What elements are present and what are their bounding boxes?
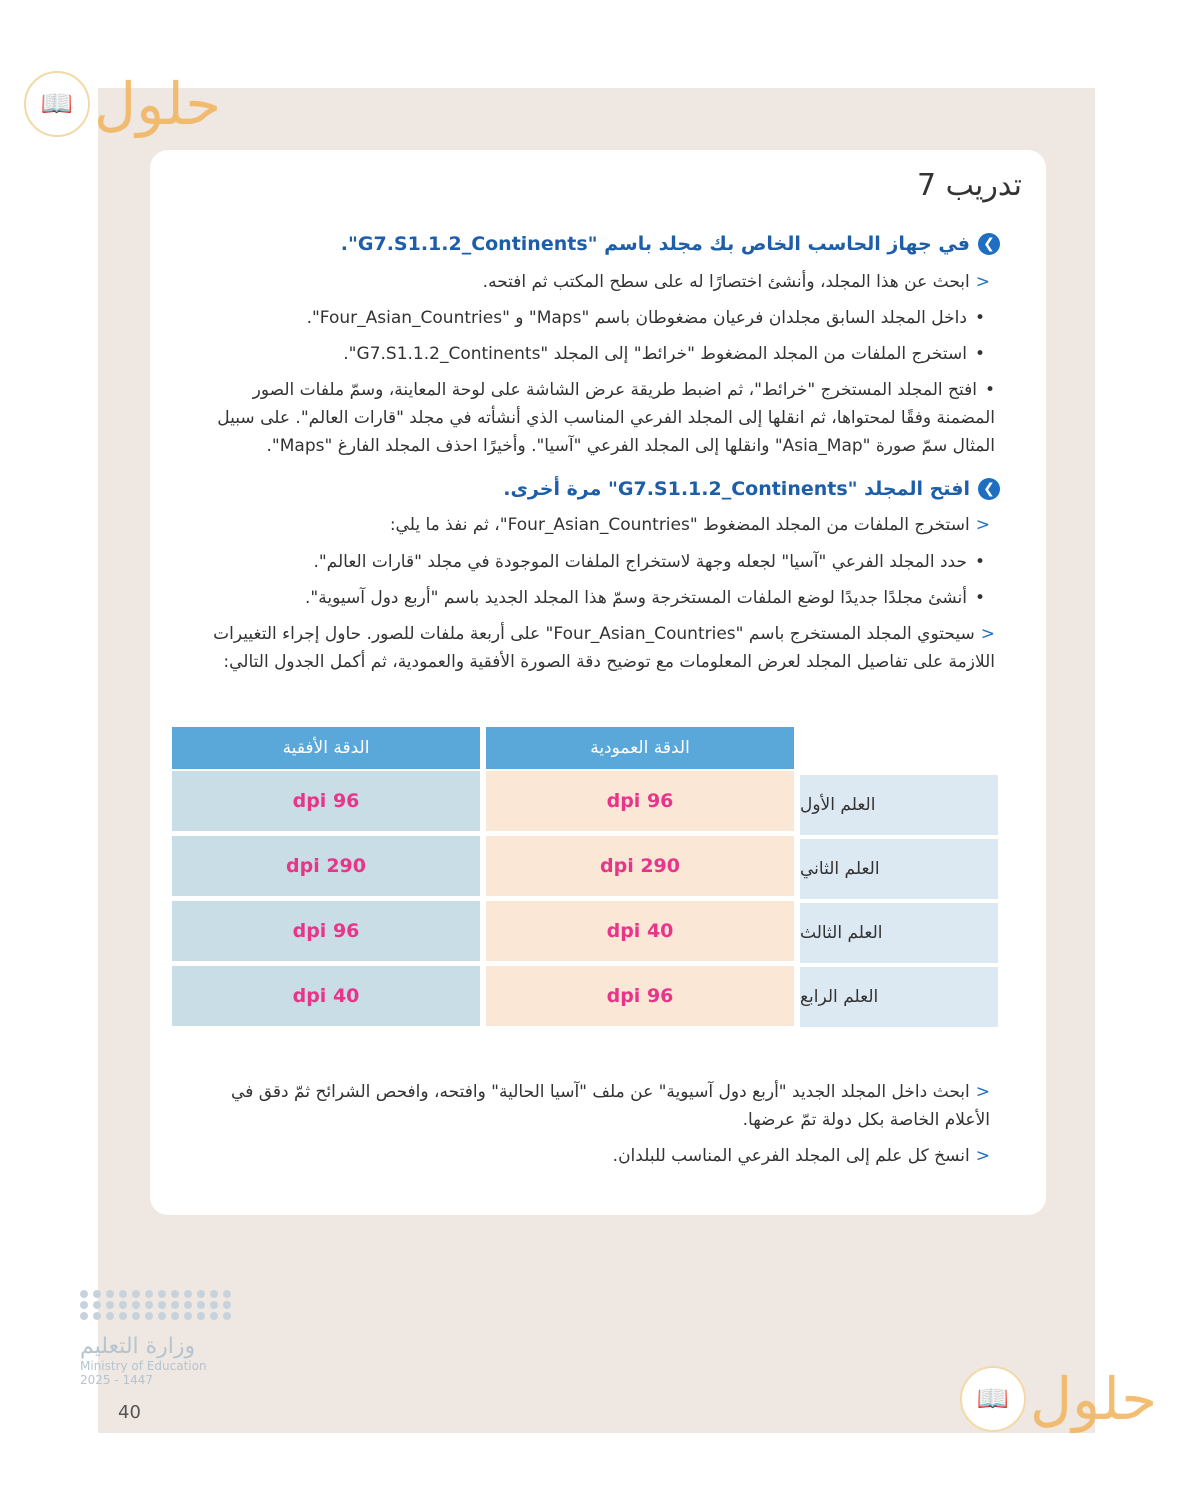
arrow-icon: < — [980, 624, 995, 644]
arrow-icon: < — [975, 1082, 990, 1102]
section1-bullet-1: • داخل المجلد السابق مجلدان فرعيان مضغوطان باسم "Maps" و "Four_Asian_Countries". — [307, 304, 985, 332]
after-step-2: <انسخ كل علم إلى المجلد الفرعي المناسب للبلدان. — [612, 1146, 990, 1166]
cell-horizontal-2: dpi 290 — [172, 836, 480, 896]
cell-vertical-4: dpi 96 — [486, 966, 794, 1026]
watermark-text: حلول — [1030, 1365, 1158, 1433]
cell-vertical-3: dpi 40 — [486, 901, 794, 961]
ministry-logo — [80, 1290, 250, 1387]
arrow-icon: < — [975, 1146, 990, 1166]
watermark-text: حلول — [94, 70, 222, 138]
section2-bullet-1: • حدد المجلد الفرعي "آسيا" لجعله وجهة لاستخراج الملفات الموجودة في مجلد "قارات العالم". — [313, 548, 985, 576]
arrow-icon: < — [975, 272, 990, 292]
section1-heading-text: في جهاز الحاسب الخاص بك مجلد باسم "G7.S1.1.2_Continents". — [340, 233, 970, 255]
section1-bullet-3: • افتح المجلد المستخرج "خرائط"، ثم اضبط طريقة عرض الشاشة على لوحة المعاينة، وسمّ ملفات الصور المضمنة وفقًا لمحتواها، ثم انقلها إلى المجلد الفرعي المناسب الذي أنشأته في مجلد "قارات العالم". على سبيل المثال سمّ صورة "Asia_Map" وانقلها إلى المجلد الفرعي "آسيا". وأخيرًا احذف المجلد الفارغ "Maps". — [205, 376, 995, 460]
book-icon: 📖 — [960, 1366, 1026, 1432]
arrow-icon: < — [975, 515, 990, 535]
section2-step: <استخرج الملفات من المجلد المضغوط "Four_Asian_Countries"، ثم نفذ ما يلي: — [389, 515, 990, 535]
cell-vertical-1: dpi 96 — [486, 771, 794, 831]
row-label-2: العلم الثاني — [800, 839, 998, 899]
resolution-table — [172, 727, 998, 1031]
ministry-english: Ministry of Education — [80, 1359, 207, 1373]
section1-bullet-2: • استخرج الملفات من المجلد المضغوط "خرائط" إلى المجلد "G7.S1.1.2_Continents". — [343, 340, 985, 368]
section2-heading — [503, 478, 1000, 500]
watermark-logo-bottom — [960, 1365, 1157, 1433]
chevron-icon: ❯ — [978, 478, 1000, 500]
watermark-logo-top — [24, 70, 221, 138]
row-label-4: العلم الرابع — [800, 967, 998, 1027]
cell-horizontal-4: dpi 40 — [172, 966, 480, 1026]
section1-step: <ابحث عن هذا المجلد، وأنشئ اختصارًا له على سطح المكتب ثم افتحه. — [482, 272, 990, 292]
section2-heading-text: افتح المجلد "G7.S1.1.2_Continents" مرة أخرى. — [503, 478, 970, 500]
page-title: تدريب 7 — [916, 168, 1022, 203]
header-vertical: الدقة العمودية — [486, 727, 794, 769]
cell-horizontal-1: dpi 96 — [172, 771, 480, 831]
ministry-year: 2025 - 1447 — [80, 1373, 154, 1387]
page-number: 40 — [118, 1402, 141, 1423]
section1-heading — [341, 233, 1000, 255]
cell-vertical-2: dpi 290 — [486, 836, 794, 896]
ministry-arabic: وزارة التعليم — [80, 1334, 196, 1359]
chevron-icon: ❯ — [978, 233, 1000, 255]
book-icon: 📖 — [24, 71, 90, 137]
header-horizontal: الدقة الأفقية — [172, 727, 480, 769]
row-label-1: العلم الأول — [800, 775, 998, 835]
after-step-1: <ابحث داخل المجلد الجديد "أربع دول آسيوية" عن ملف "آسيا الحالية" وافتحه، وافحص الشرائح ثمّ دقق في الأعلام الخاصة بكل دولة تمّ عرضها. — [231, 1082, 990, 1130]
section2-step2: <سيحتوي المجلد المستخرج باسم "Four_Asian_Countries" على أربعة ملفات للصور. حاول إجراء التغييرات اللازمة على تفاصيل المجلد لعرض المعلومات مع توضيح دقة الصورة الأفقية والعمودية، ثم أكمل الجدول التالي: — [213, 624, 995, 672]
row-label-3: العلم الثالث — [800, 903, 998, 963]
dots-pattern-icon — [80, 1290, 250, 1320]
section2-bullet-2: • أنشئ مجلدًا جديدًا لوضع الملفات المستخرجة وسمّ هذا المجلد الجديد باسم "أربع دول آسيوية". — [305, 584, 985, 612]
cell-horizontal-3: dpi 96 — [172, 901, 480, 961]
